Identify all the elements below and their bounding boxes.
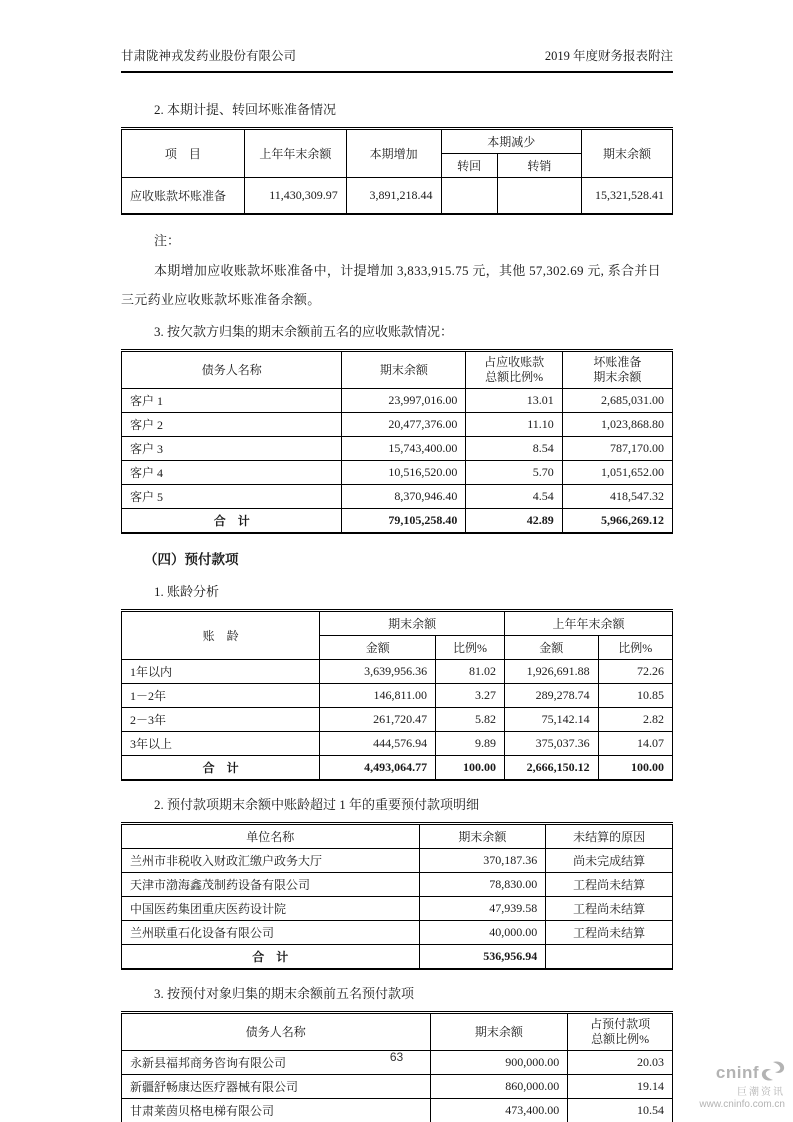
- table-header-row: [122, 129, 673, 154]
- table-row: [122, 178, 673, 214]
- table-header-row: [122, 1012, 673, 1050]
- table-cell: 天津市渤海鑫茂制药设备有限公司: [122, 872, 420, 896]
- table-cell: 合 计: [122, 944, 420, 969]
- top5-ar-table: [121, 349, 673, 534]
- col-header-decrease: 本期减少: [441, 129, 581, 154]
- table-cell: 永新县福邦商务咨询有限公司: [122, 1050, 431, 1074]
- table-cell: 1－2年: [122, 683, 320, 707]
- col-header-amount: 金额: [320, 635, 436, 659]
- col-header-age: 账 龄: [122, 610, 320, 659]
- table-cell: 14.07: [598, 731, 672, 755]
- table-cell: 兰州联重石化设备有限公司: [122, 920, 420, 944]
- table-cell: 473,400.00: [430, 1098, 568, 1122]
- table-cell: 2,685,031.00: [562, 388, 672, 412]
- table-row: [122, 388, 673, 412]
- cninfo-brand-text: cninf: [715, 1063, 759, 1083]
- table-row: [122, 920, 673, 944]
- col-header-unit: 单位名称: [122, 823, 420, 848]
- table-row: [122, 1098, 673, 1122]
- table-cell: 应收账款坏账准备: [122, 178, 245, 214]
- col-header-prev-group: 上年年末余额: [504, 610, 672, 635]
- col-header-amount: 金额: [504, 635, 598, 659]
- table-cell: 8,370,946.40: [342, 484, 466, 508]
- table-cell: 78,830.00: [419, 872, 546, 896]
- table-cell: 375,037.36: [504, 731, 598, 755]
- table-cell: 11.10: [466, 412, 562, 436]
- table-cell: 2,666,150.12: [504, 755, 598, 780]
- page-content: [121, 46, 673, 1122]
- document-title: 2019 年度财务报表附注: [544, 49, 673, 63]
- table-cell: 23,997,016.00: [342, 388, 466, 412]
- col-header-writeoff: 转销: [497, 154, 581, 178]
- section-title-provision: 2. 本期计提、转回坏账准备情况: [154, 102, 337, 117]
- table-cell: 42.89: [466, 508, 562, 533]
- table-total-row: [122, 755, 673, 780]
- table-header-row: [122, 350, 673, 388]
- document-header: [121, 46, 673, 73]
- table-cell: 261,720.47: [320, 707, 436, 731]
- table-cell: 工程尚未结算: [546, 896, 673, 920]
- table-cell: 20.03: [568, 1050, 673, 1074]
- cninfo-logo: [699, 1061, 785, 1110]
- table-cell: 418,547.32: [562, 484, 672, 508]
- table-cell: 合 计: [122, 755, 320, 780]
- col-header-ar-percent: 占应收账款 总额比例%: [466, 350, 562, 388]
- table-row: [122, 659, 673, 683]
- table-row: [122, 436, 673, 460]
- table-cell: 10.85: [598, 683, 672, 707]
- note-label: 注：: [154, 232, 181, 248]
- table-cell: 10.54: [568, 1098, 673, 1122]
- table-cell: 兰州市非税收入财政汇缴户政务大厅: [122, 848, 420, 872]
- table-cell: 8.54: [466, 436, 562, 460]
- table-cell: 1,926,691.88: [504, 659, 598, 683]
- table-cell: 11,430,309.97: [244, 178, 346, 214]
- table-row: [122, 731, 673, 755]
- table-cell: 787,170.00: [562, 436, 672, 460]
- table-cell: 1,023,868.80: [562, 412, 672, 436]
- table-cell: 146,811.00: [320, 683, 436, 707]
- page-number: 63: [389, 1050, 404, 1064]
- col-header-percent: 比例%: [436, 635, 505, 659]
- table-cell: 900,000.00: [430, 1050, 568, 1074]
- subsection-title-top5-prepaid: 3. 按预付对象归集的期末余额前五名预付款项: [154, 985, 415, 1001]
- table-cell: 2.82: [598, 707, 672, 731]
- table-total-row: [122, 508, 673, 533]
- col-header-increase: 本期增加: [346, 129, 441, 178]
- table-row: [122, 484, 673, 508]
- table-cell: 860,000.00: [430, 1074, 568, 1098]
- prepaid-over1yr-table: [121, 822, 673, 970]
- table-cell: 3,639,956.36: [320, 659, 436, 683]
- cninfo-swirl-icon: [761, 1061, 785, 1086]
- table-row: [122, 460, 673, 484]
- section-title-top5-ar: 3. 按欠款方归集的期末余额前五名的应收账款情况：: [154, 323, 454, 339]
- table-cell: 79,105,258.40: [342, 508, 466, 533]
- provision-table: [121, 127, 673, 215]
- table-cell: 新疆舒畅康达医疗器械有限公司: [122, 1074, 431, 1098]
- table-row: [122, 412, 673, 436]
- col-header-ending-group: 期末余额: [320, 610, 505, 635]
- col-header-ending: 期末余额: [342, 350, 466, 388]
- table-cell: 75,142.14: [504, 707, 598, 731]
- prepaid-aging-table: [121, 609, 673, 781]
- table-cell: 1,051,652.00: [562, 460, 672, 484]
- table-cell: 15,321,528.41: [582, 178, 673, 214]
- table-cell: 444,576.94: [320, 731, 436, 755]
- table-header-row: [122, 823, 673, 848]
- section-title-prepaid: （四）预付款项: [144, 551, 239, 567]
- col-header-bad-debt: 坏账准备 期末余额: [562, 350, 672, 388]
- table-row: [122, 848, 673, 872]
- col-header-prev-balance: 上年年末余额: [244, 129, 346, 178]
- cninfo-url: www.cninfo.com.cn: [699, 1099, 785, 1110]
- table-cell: 19.14: [568, 1074, 673, 1098]
- table-cell: 370,187.36: [419, 848, 546, 872]
- table-cell: 9.89: [436, 731, 505, 755]
- table-row: [122, 872, 673, 896]
- table-cell: 4,493,064.77: [320, 755, 436, 780]
- table-cell: 中国医药集团重庆医药设计院: [122, 896, 420, 920]
- subsection-title-over1yr: 2. 预付款项期末余额中账龄超过 1 年的重要预付款项明细: [154, 796, 480, 812]
- table-cell: 289,278.74: [504, 683, 598, 707]
- table-cell: [497, 178, 581, 214]
- table-cell: 合 计: [122, 508, 342, 533]
- table-cell: 81.02: [436, 659, 505, 683]
- note-text-line1: 本期增加应收账款坏账准备中，计提增加 3,833,915.75 元，其他 57,302.69 元, 系合并日: [154, 262, 661, 278]
- table-row: [122, 683, 673, 707]
- col-header-ending: 期末余额: [419, 823, 546, 848]
- table-cell: 100.00: [598, 755, 672, 780]
- col-header-item: 项 目: [122, 129, 245, 178]
- col-header-reversal: 转回: [441, 154, 497, 178]
- table-cell: 10,516,520.00: [342, 460, 466, 484]
- table-cell: [546, 944, 673, 969]
- table-cell: 4.54: [466, 484, 562, 508]
- table-cell: 47,939.58: [419, 896, 546, 920]
- table-cell: 13.01: [466, 388, 562, 412]
- table-row: [122, 707, 673, 731]
- table-cell: 尚未完成结算: [546, 848, 673, 872]
- subsection-title-aging: 1. 账龄分析: [154, 583, 220, 599]
- table-cell: 72.26: [598, 659, 672, 683]
- company-name: 甘肃陇神戎发药业股份有限公司: [121, 49, 297, 63]
- prepaid-top5-table: [121, 1011, 673, 1122]
- table-cell: 40,000.00: [419, 920, 546, 944]
- col-header-ending: 期末余额: [582, 129, 673, 178]
- col-header-debtor: 债务人名称: [122, 350, 342, 388]
- table-cell: 1年以内: [122, 659, 320, 683]
- note-text-line2: 三元药业应收账款坏账准备余额。: [121, 291, 321, 307]
- table-cell: 5.82: [436, 707, 505, 731]
- table-row: [122, 1074, 673, 1098]
- table-cell: 客户 4: [122, 460, 342, 484]
- table-cell: 5,966,269.12: [562, 508, 672, 533]
- table-cell: 3,891,218.44: [346, 178, 441, 214]
- cninfo-chinese-name: 巨潮资讯: [737, 1087, 785, 1098]
- col-header-reason: 未结算的原因: [546, 823, 673, 848]
- table-cell: [441, 178, 497, 214]
- col-header-ending: 期末余额: [430, 1012, 568, 1050]
- table-cell: 2－3年: [122, 707, 320, 731]
- table-cell: 15,743,400.00: [342, 436, 466, 460]
- table-row: [122, 896, 673, 920]
- col-header-debtor: 债务人名称: [122, 1012, 431, 1050]
- table-cell: 20,477,376.00: [342, 412, 466, 436]
- table-cell: 客户 1: [122, 388, 342, 412]
- col-header-prepaid-percent: 占预付款项 总额比例%: [568, 1012, 673, 1050]
- table-cell: 100.00: [436, 755, 505, 780]
- table-cell: 甘肃莱茵贝格电梯有限公司: [122, 1098, 431, 1122]
- table-cell: 客户 3: [122, 436, 342, 460]
- table-cell: 3.27: [436, 683, 505, 707]
- table-cell: 客户 5: [122, 484, 342, 508]
- table-cell: 3年以上: [122, 731, 320, 755]
- table-cell: 536,956.94: [419, 944, 546, 969]
- table-cell: 客户 2: [122, 412, 342, 436]
- table-cell: 工程尚未结算: [546, 920, 673, 944]
- table-total-row: [122, 944, 673, 969]
- table-cell: 5.70: [466, 460, 562, 484]
- col-header-percent: 比例%: [598, 635, 672, 659]
- table-cell: 工程尚未结算: [546, 872, 673, 896]
- table-header-row: [122, 610, 673, 635]
